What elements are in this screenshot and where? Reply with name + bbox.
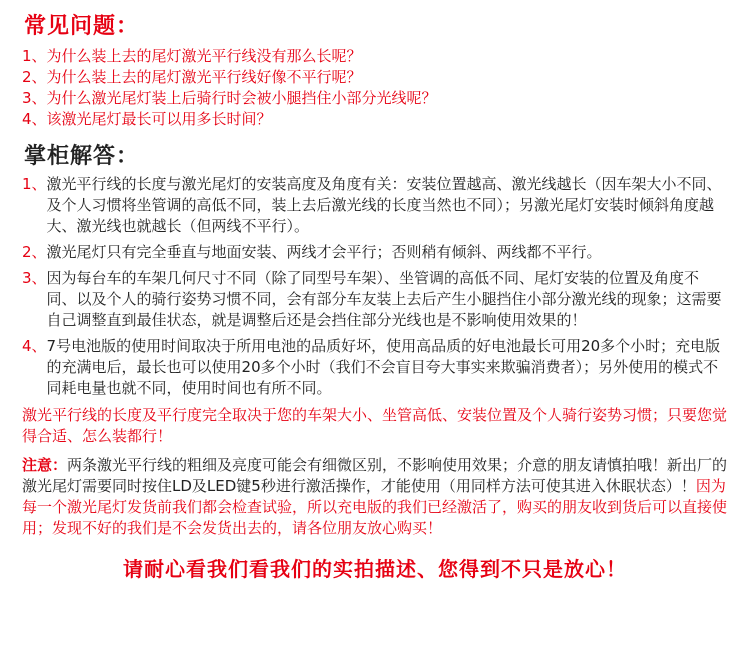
question-item: 2、为什么装上去的尾灯激光平行线好像不平行呢？ xyxy=(22,68,362,86)
answer-text: 因为每台车的车架几何尺寸不同（除了同型号车架）、坐管调的高低不同、尾灯安装的位置及角度不同、以及个人的骑行姿势习惯不同，会有部分车友装上去后产生小腿挡住小部分激光线的现象；这需要自己调整直到最佳状态，就是调整后还是会挡住部分光线也是不影响使用效果的！ xyxy=(46,269,722,329)
answer-text: 激光平行线的长度与激光尾灯的安装高度及角度有关：安装位置越高、激光线越长（因车架大小不同、及个人习惯将坐管调的高低不同，装上去后激光线的长度当然也不同）；另激光尾灯安装时倾斜角度越大、激光线也就越长（但两线不平行）。 xyxy=(46,175,722,235)
notice-highlight: 因为每一个激光尾灯发货前我们都会检查试验，所以充电版的我们已经激活了，购买的朋友收到货后可以直接使用；发现不好的我们是不会发货出去的，请各位朋友放心购买！ xyxy=(22,477,728,537)
question-item: 1、为什么装上去的尾灯激光平行线没有那么长呢？ xyxy=(22,47,362,65)
answer-text: 7号电池版的使用时间取决于所用电池的品质好坏，使用高品质的好电池最长可用20多个小时；充电版的充满电后，最长也可以使用20多个小时（我们不会盲目夸大事实来欺骗消费者）；另外使用的模式不同耗电量也就不同，使用时间也有所不同。 xyxy=(46,337,721,397)
answer-item xyxy=(22,268,728,331)
footer-slogan: 请耐心看我们看我们的实拍描述、您得到不只是放心！ xyxy=(123,557,627,581)
answers-heading: 掌柜解答： xyxy=(24,144,140,169)
answer-number: 3、 xyxy=(22,269,47,287)
summary-note: 激光平行线的长度及平行度完全取决于您的车架大小、坐管高低、安装位置及个人骑行姿势习惯；只要您觉得合适、怎么装都行！ xyxy=(22,406,728,445)
question-list xyxy=(22,46,728,130)
notice-text: 两条激光平行线的粗细及亮度可能会有细微区别，不影响使用效果；介意的朋友请慎拍哦！新出厂的激光尾灯需要同时按住LD及LED键5秒进行激活操作，才能使用（用同样方法可使其进入休眠状态）！ xyxy=(22,456,728,495)
answer-number: 4、 xyxy=(22,337,47,355)
notice-paragraph xyxy=(22,455,728,539)
answer-number: 1、 xyxy=(22,175,47,193)
answer-number: 2、 xyxy=(22,243,47,261)
faq-heading: 常见问题： xyxy=(24,14,140,39)
answer-item xyxy=(22,174,728,237)
notice-lead: 注意： xyxy=(22,456,68,474)
answer-item xyxy=(22,336,728,399)
question-item: 3、为什么激光尾灯装上后骑行时会被小腿挡住小部分光线呢？ xyxy=(22,89,437,107)
answer-text: 激光尾灯只有完全垂直与地面安装、两线才会平行；否则稍有倾斜、两线都不平行。 xyxy=(46,243,602,261)
question-item: 4、该激光尾灯最长可以用多长时间？ xyxy=(22,110,272,128)
answer-list xyxy=(22,174,728,399)
answer-item xyxy=(22,242,728,263)
